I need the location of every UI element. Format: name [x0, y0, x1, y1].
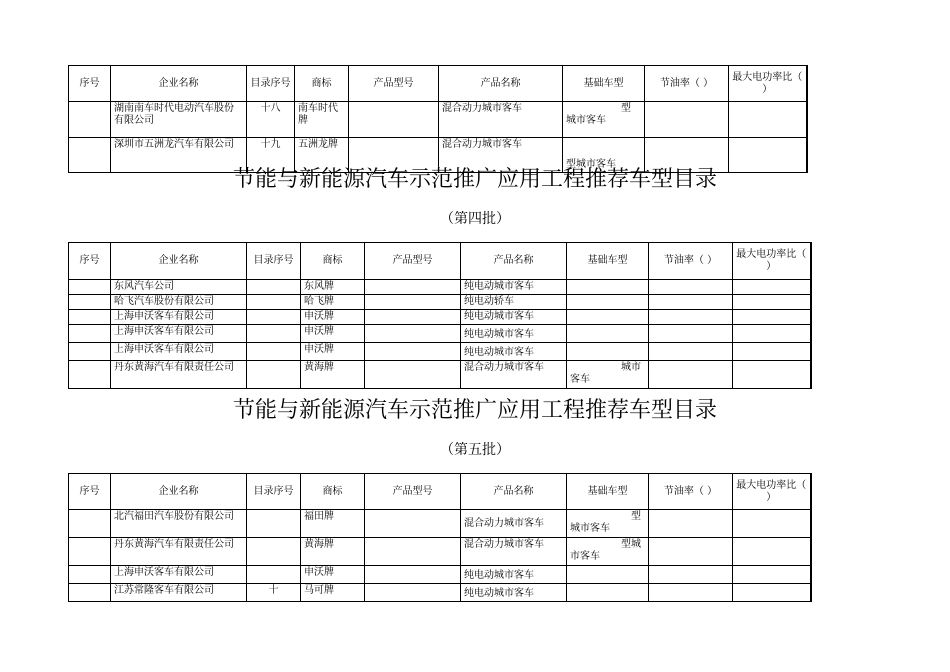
header-index: 序号: [69, 243, 111, 280]
company-cell: 哈飞汽车股份有限公司: [111, 295, 247, 310]
header-index: 序号: [69, 474, 111, 510]
brand-cell: 南车时代牌: [295, 102, 349, 138]
header-company: 企业名称: [111, 474, 247, 510]
header-company: 企业名称: [111, 66, 247, 102]
table-row: [69, 343, 811, 361]
table-row: [69, 280, 811, 295]
table-row: [69, 310, 811, 325]
base-model-cell: 型城 市客车: [567, 538, 649, 566]
product-cell: 纯电动轿车: [461, 295, 567, 310]
base-model-cell: 型城市客车: [563, 138, 645, 173]
catalog-table-continued: [68, 65, 808, 173]
brand-cell: 黄海牌: [301, 361, 365, 389]
company-cell: 丹东黄海汽车有限责任公司: [111, 538, 247, 566]
brand-cell: 五洲龙牌: [295, 138, 349, 173]
header-power-ratio: 最大电功率比（ ）: [729, 66, 807, 102]
header-power-ratio: 最大电功率比（ ）: [733, 474, 811, 510]
header-brand: 商标: [301, 243, 365, 280]
brand-cell: 东风牌: [301, 280, 365, 295]
product-cell: 混合动力城市客车: [461, 361, 567, 389]
table-row: [69, 538, 811, 566]
header-base-model: 基础车型: [567, 474, 649, 510]
base-model-cell: 城市 客车: [567, 361, 649, 389]
header-catalog-number: 目录序号: [247, 66, 295, 102]
company-cell: 上海申沃客车有限公司: [111, 310, 247, 325]
company-cell: 湖南南车时代电动汽车股份有限公司: [111, 102, 247, 138]
header-fuel-saving: 节油率（ ）: [649, 474, 733, 510]
product-cell: 混合动力城市客车: [461, 538, 567, 566]
section-5-batch: （第五批）: [440, 442, 510, 458]
product-cell: 纯电动城市客车: [461, 310, 567, 325]
section-4-title: 节能与新能源汽车示范推广应用工程推荐车型目录: [232, 167, 717, 192]
company-cell: 上海申沃客车有限公司: [111, 566, 247, 584]
table-row: [69, 584, 811, 602]
company-cell: 上海申沃客车有限公司: [111, 325, 247, 343]
header-index: 序号: [69, 66, 111, 102]
header-product-name: 产品名称: [461, 243, 567, 280]
company-cell: 江苏常隆客车有限公司: [111, 584, 247, 602]
brand-cell: 申沃牌: [301, 566, 365, 584]
catalog-table-batch-4: [68, 242, 812, 389]
table-row: [69, 295, 811, 310]
product-cell: 纯电动城市客车: [461, 325, 567, 343]
brand-cell: 马可牌: [301, 584, 365, 602]
table-row: [69, 361, 811, 389]
table-row: [69, 510, 811, 538]
base-model-cell: 型 城市客车: [563, 102, 645, 138]
header-brand: 商标: [295, 66, 349, 102]
brand-cell: 申沃牌: [301, 310, 365, 325]
brand-cell: 申沃牌: [301, 325, 365, 343]
company-cell: 东风汽车公司: [111, 280, 247, 295]
table-row: [69, 325, 811, 343]
header-base-model: 基础车型: [567, 243, 649, 280]
header-product-name: 产品名称: [439, 66, 563, 102]
header-company: 企业名称: [111, 243, 247, 280]
header-catalog-number: 目录序号: [247, 243, 301, 280]
product-cell: 混合动力城市客车: [439, 102, 563, 138]
header-model: 产品型号: [349, 66, 439, 102]
base-model-cell: 型 城市客车: [567, 510, 649, 538]
product-cell: 纯电动城市客车: [461, 280, 567, 295]
product-cell: 纯电动城市客车: [461, 566, 567, 584]
product-cell: 混合动力城市客车: [461, 510, 567, 538]
section-4-batch: （第四批）: [440, 211, 510, 227]
header-product-name: 产品名称: [461, 474, 567, 510]
company-cell: 北汽福田汽车股份有限公司: [111, 510, 247, 538]
section-5-title: 节能与新能源汽车示范推广应用工程推荐车型目录: [232, 398, 717, 423]
catalog-cell: 十九: [247, 138, 295, 173]
header-base-model: 基础车型: [563, 66, 645, 102]
catalog-table-batch-5: [68, 473, 812, 602]
header-brand: 商标: [301, 474, 365, 510]
product-cell: 纯电动城市客车: [461, 584, 567, 602]
product-cell: 纯电动城市客车: [461, 343, 567, 361]
brand-cell: 福田牌: [301, 510, 365, 538]
header-fuel-saving: 节油率（ ）: [645, 66, 729, 102]
product-cell: 混合动力城市客车: [439, 138, 563, 173]
header-model: 产品型号: [365, 474, 461, 510]
catalog-cell: 十八: [247, 102, 295, 138]
table-row: [69, 102, 807, 138]
company-cell: 深圳市五洲龙汽车有限公司: [111, 138, 247, 173]
brand-cell: 申沃牌: [301, 343, 365, 361]
header-power-ratio: 最大电功率比（ ）: [733, 243, 811, 280]
brand-cell: 哈飞牌: [301, 295, 365, 310]
header-fuel-saving: 节油率（ ）: [649, 243, 733, 280]
table-row: [69, 566, 811, 584]
header-model: 产品型号: [365, 243, 461, 280]
header-catalog-number: 目录序号: [247, 474, 301, 510]
company-cell: 丹东黄海汽车有限责任公司: [111, 361, 247, 389]
brand-cell: 黄海牌: [301, 538, 365, 566]
catalog-cell: 十: [247, 584, 301, 602]
company-cell: 上海申沃客车有限公司: [111, 343, 247, 361]
